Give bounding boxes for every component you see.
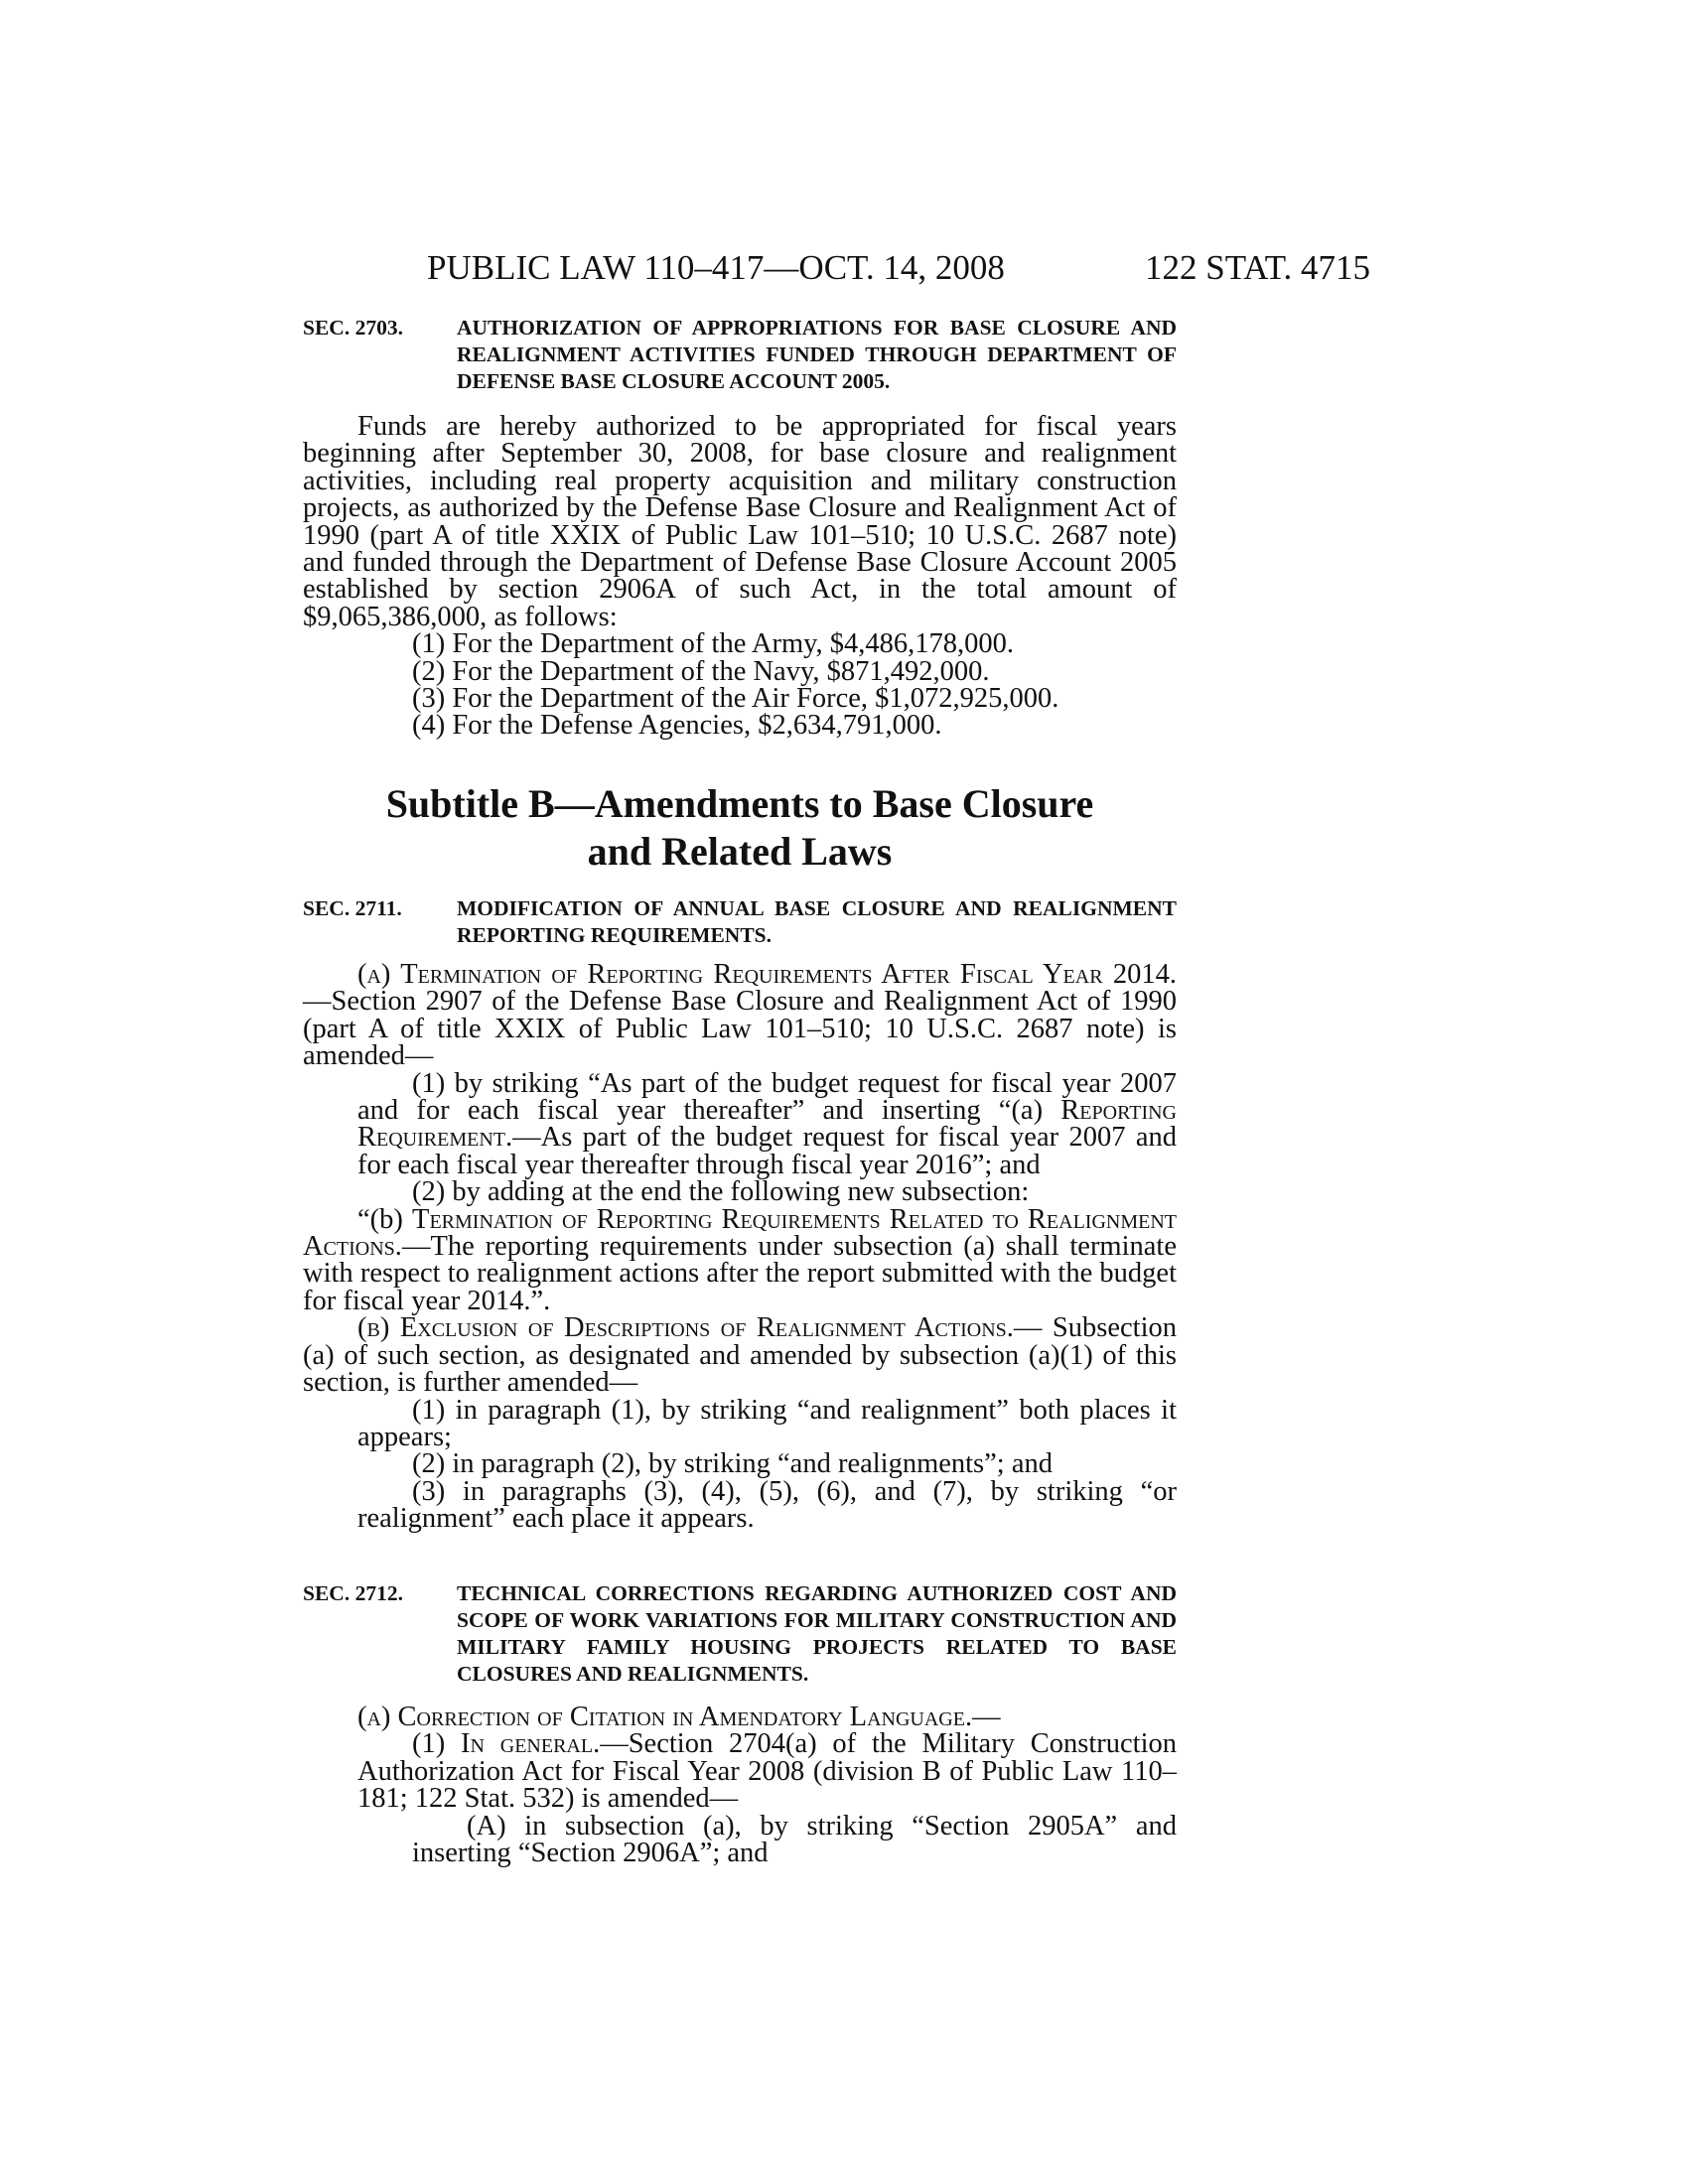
subsection-heading: (a) Correction of Citation in Amendatory Language.	[357, 1702, 973, 1732]
paragraph-1	[303, 1067, 1177, 1180]
section-number: SEC. 2711.	[303, 896, 402, 920]
inserted-heading: Reporting Requirement.	[357, 1095, 1177, 1154]
list-item: (4) For the Defense Agencies, $2,634,791,000.	[412, 710, 942, 742]
list-item: (2) For the Department of the Navy, $871,492,000.	[412, 655, 990, 687]
section-title: TECHNICAL CORRECTIONS REGARDING AUTHORIZED COST AND SCOPE OF WORK VARIATIONS FOR MILITARY CONSTRUCTION AND MILITARY FAMILY HOUSING PROJECTS RELATED TO BASE CLOSURES AND REALIGNMENTS.	[457, 1581, 1177, 1686]
quoted-subsection	[303, 1203, 1178, 1316]
list-item: (3) For the Department of the Air Force, $1,072,925,000.	[412, 683, 1059, 715]
subtitle-line-2: and Related Laws	[587, 829, 893, 874]
paragraph-text: —Section 2704(a) of the Military Construction Authorization Act for Fiscal Year 2008 (division B of Public Law 110–181; 122 Stat. 532) is amended—	[357, 1728, 1177, 1815]
subsection-text: —	[972, 1702, 1001, 1732]
list-item: (2) in paragraph (2), by striking “and realignments”; and	[412, 1448, 1053, 1480]
section-heading	[303, 895, 1177, 949]
subsection-b	[303, 1312, 1177, 1399]
section-heading	[303, 315, 1177, 395]
section-heading	[303, 1580, 1177, 1688]
paragraph-text: —As part of the budget request for fiscal year 2007 and for each fiscal year thereafter through fiscal year 2016”; and	[357, 1122, 1177, 1180]
section-2712	[303, 1580, 1177, 1869]
paragraph-text: (1) by striking “As part of the budget request for fiscal year 2007 and for each fiscal year thereafter” and inserting “(a)	[357, 1067, 1177, 1127]
subsection-a	[303, 1704, 1177, 1730]
section-2703	[303, 315, 1177, 740]
list-item: (1) in paragraph (1), by striking “and realignment” both places it appears;	[357, 1394, 1177, 1452]
quoted-text: —The reporting requirements under subsection (a) shall terminate with respect to realignment actions after the report submitted with the budget for fiscal year 2014.”.	[303, 1231, 1177, 1316]
quote-open: “(b)	[357, 1203, 413, 1235]
page-header	[427, 248, 1370, 288]
section-title: AUTHORIZATION OF APPROPRIATIONS FOR BASE CLOSURE AND REALIGNMENT ACTIVITIES FUNDED THROUGH DEPARTMENT OF DEFENSE BASE CLOSURE ACCOUNT 2005.	[457, 316, 1177, 393]
subparagraph-A: (A) in subsection (a), by striking “Section 2905A” and inserting “Section 2906A”; and	[412, 1810, 1177, 1869]
section-body: Funds are hereby authorized to be appropriated for fiscal years beginning after September 30, 2008, for base closure and realignment activities, including real property acquisition and military construction projects, as authorized by the Defense Base Closure and Realignment Act of 1990 (part A of title XXIX of Public Law 101–510; 10 U.S.C. 2687 note) and funded through the Department of Defense Base Closure Account 2005 established by section 2906A of such Act, in the total amount of $9,065,386,000, as follows:	[303, 411, 1177, 632]
paragraph-heading: (1) In general.	[412, 1728, 601, 1760]
running-title: PUBLIC LAW 110–417—OCT. 14, 2008	[427, 248, 1005, 287]
subsection-a	[303, 961, 1177, 1070]
section-number: SEC. 2703.	[303, 316, 403, 340]
quoted-heading: Termination of Reporting Requirements Related to Realignment Actions.	[303, 1203, 1178, 1263]
subsection-heading: (b) Exclusion of Descriptions of Realignment Actions.	[357, 1312, 1014, 1344]
subtitle	[303, 780, 1177, 876]
section-title: MODIFICATION OF ANNUAL BASE CLOSURE AND REALIGNMENT REPORTING REQUIREMENTS.	[457, 896, 1177, 947]
statute-page-number: 122 STAT. 4715	[1145, 248, 1370, 287]
subsection-heading: (a) Termination of Reporting Requirements After Fiscal Year 2014.	[357, 959, 1177, 990]
list-item: (1) For the Department of the Army, $4,486,178,000.	[412, 628, 1015, 660]
subsection-text: — Subsection (a) of such section, as designated and amended by subsection (a)(1) of this section, is further amended—	[303, 1312, 1177, 1399]
subtitle-line-1: Subtitle B—Amendments to Base Closure	[385, 781, 1094, 826]
section-number: SEC. 2712.	[303, 1581, 403, 1605]
paragraph-1	[303, 1728, 1177, 1815]
list-item: (3) in paragraphs (3), (4), (5), (6), and (7), by striking “or realignment” each place it appears.	[357, 1475, 1177, 1535]
section-2711	[303, 895, 1177, 1533]
paragraph-2: (2) by adding at the end the following new subsection:	[412, 1176, 1030, 1208]
subsection-text: —Section 2907 of the Defense Base Closure and Realignment Act of 1990 (part A of title XXIX of Public Law 101–510; 10 U.S.C. 2687 note) is amended—	[303, 986, 1177, 1072]
